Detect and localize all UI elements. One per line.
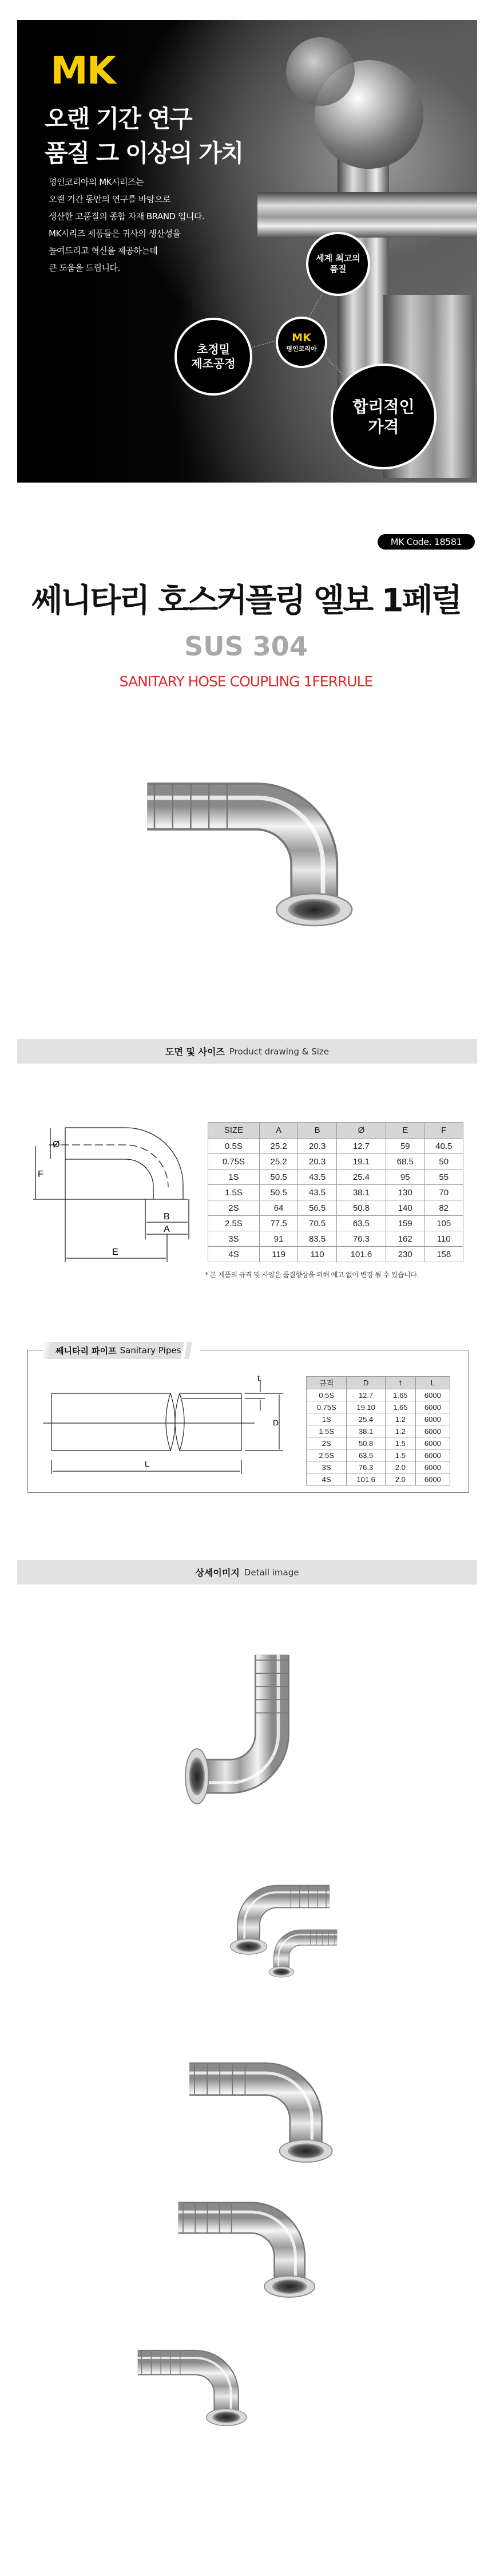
table-cell: 25.4 <box>336 1170 386 1185</box>
table-cell: 70 <box>424 1185 463 1200</box>
section-title-ko: 도면 및 사이즈 <box>165 1046 225 1057</box>
table-cell: 4S <box>307 1473 347 1485</box>
table-cell: 105 <box>424 1216 463 1231</box>
column-header: L <box>415 1377 450 1389</box>
table-cell: 25.4 <box>347 1413 385 1425</box>
section-header-detail <box>17 1560 477 1585</box>
table-cell: 50.5 <box>259 1170 298 1185</box>
table-cell: 82 <box>424 1200 463 1216</box>
pipe-dimension-drawing <box>40 1374 292 1488</box>
table-cell: 19.1 <box>336 1154 386 1170</box>
table-cell: 77.5 <box>259 1216 298 1231</box>
table-cell: 50.5 <box>259 1185 298 1200</box>
section-title-en: Product drawing & Size <box>229 1046 329 1057</box>
table-cell: 230 <box>386 1247 424 1262</box>
table-cell: 38.1 <box>336 1185 386 1200</box>
table-cell: 50 <box>424 1154 463 1170</box>
table-cell: 6000 <box>415 1389 450 1401</box>
table-row <box>208 1216 463 1231</box>
table-cell: 130 <box>386 1185 424 1200</box>
badge-text: 명인코리아 <box>286 345 317 353</box>
table-cell: 159 <box>386 1216 424 1231</box>
intro-line: 큰 도움을 드립니다. <box>49 263 120 273</box>
table-cell: 6000 <box>415 1401 450 1413</box>
table-cell: 68.5 <box>386 1154 424 1170</box>
table-cell: 63.5 <box>336 1216 386 1231</box>
detail-image-4 <box>120 2184 372 2310</box>
table-cell: 12.7 <box>347 1389 385 1401</box>
label-f: F <box>38 1170 43 1179</box>
table-cell: 95 <box>386 1170 424 1185</box>
table-cell: 1.2 <box>385 1413 415 1425</box>
product-subtitle: SANITARY HOSE COUPLING 1FERRULE <box>119 673 373 690</box>
table-cell: 20.3 <box>298 1154 337 1170</box>
table-row <box>208 1139 463 1154</box>
table-cell: 55 <box>424 1170 463 1185</box>
table-cell: 6000 <box>415 1473 450 1485</box>
table-row <box>208 1170 463 1185</box>
hero-banner <box>17 20 477 483</box>
table-cell: 0.5S <box>307 1389 347 1401</box>
intro-line: 높여드리고 혁신을 제공하는데 <box>49 246 158 256</box>
table-cell: 50.8 <box>347 1437 385 1449</box>
table-cell: 59 <box>386 1139 424 1154</box>
table-cell: 76.3 <box>347 1461 385 1473</box>
table-cell: 158 <box>424 1247 463 1262</box>
detail-image-1 <box>172 1626 320 1832</box>
table-row <box>307 1401 450 1413</box>
table-row <box>307 1425 450 1437</box>
table-cell: 6000 <box>415 1461 450 1473</box>
badge-text: 합리적인 <box>352 397 415 416</box>
column-header: 규격 <box>307 1377 347 1389</box>
table-cell: 110 <box>298 1247 337 1262</box>
detail-image-2 <box>103 1872 378 1986</box>
intro-line: MK시리즈 제품들은 귀사의 생산성을 <box>49 228 181 239</box>
headline-line-2: 품질 그 이상의 가치 <box>45 139 243 167</box>
table-cell: 3S <box>208 1231 260 1247</box>
table-cell: 0.75S <box>208 1154 260 1170</box>
table-cell: 2.5S <box>208 1216 260 1231</box>
table-cell: 6000 <box>415 1413 450 1425</box>
table-row <box>208 1200 463 1216</box>
table-cell: 38.1 <box>347 1425 385 1437</box>
column-header: Ø <box>336 1123 386 1139</box>
table-cell: 1S <box>307 1413 347 1425</box>
table-cell: 64 <box>259 1200 298 1216</box>
column-header: D <box>347 1377 385 1389</box>
table-cell: 101.6 <box>347 1473 385 1485</box>
badge-text: 품질 <box>330 264 347 274</box>
table-cell: 2.0 <box>385 1473 415 1485</box>
table-cell: 43.5 <box>298 1185 337 1200</box>
product-main-image <box>106 756 392 945</box>
table-cell: 91 <box>259 1231 298 1247</box>
table-row <box>307 1461 450 1473</box>
product-code-badge: MK Code. 18581 <box>378 534 475 550</box>
table-cell: 2.5S <box>307 1449 347 1461</box>
table-row <box>208 1185 463 1200</box>
table-cell: 43.5 <box>298 1170 337 1185</box>
table-cell: 1.5S <box>307 1425 347 1437</box>
intro-line: 명인코리아의 MK시리즈는 <box>49 177 144 187</box>
table-cell: 101.6 <box>336 1247 386 1262</box>
spec-change-note: * 본 제품의 규격 및 사양은 품질향상을 위해 예고 없이 변경 될 수 있습니다. <box>205 1271 419 1279</box>
pipe-table <box>306 1376 450 1485</box>
label-d: D <box>273 1418 279 1427</box>
table-cell: 162 <box>386 1231 424 1247</box>
table-cell: 1.5 <box>385 1449 415 1461</box>
intro-line: 생산한 고품질의 종합 자재 BRAND 입니다. <box>49 211 205 222</box>
column-header: F <box>424 1123 463 1139</box>
badge-text: 가격 <box>368 417 399 436</box>
column-header: A <box>259 1123 298 1139</box>
badge-text: 초정밀 <box>197 342 230 356</box>
table-cell: 119 <box>259 1247 298 1262</box>
mk-logo: MK <box>50 49 115 93</box>
label-l: L <box>145 1459 149 1468</box>
column-header: E <box>386 1123 424 1139</box>
table-cell: 1.5 <box>385 1437 415 1449</box>
column-header: t <box>385 1377 415 1389</box>
table-cell: 3S <box>307 1461 347 1473</box>
badge-price <box>331 364 437 469</box>
table-cell: 70.5 <box>298 1216 337 1231</box>
detail-image-5 <box>117 2336 266 2436</box>
table-cell: 83.5 <box>298 1231 337 1247</box>
table-cell: 1.65 <box>385 1389 415 1401</box>
badge-precision <box>174 318 252 396</box>
table-row <box>307 1449 450 1461</box>
table-cell: 56.5 <box>298 1200 337 1216</box>
section-header-drawing <box>17 1039 477 1064</box>
table-row <box>307 1437 450 1449</box>
headline-line-1: 오랜 기간 연구 <box>45 105 192 133</box>
section-title-ko: 상세이미지 <box>195 1567 240 1578</box>
detail-image-3 <box>129 2044 392 2175</box>
table-cell: 0.5S <box>208 1139 260 1154</box>
table-cell: 1.2 <box>385 1425 415 1437</box>
label-phi: Ø <box>53 1140 60 1149</box>
table-row <box>307 1413 450 1425</box>
label-b: B <box>164 1212 170 1222</box>
table-cell: 6000 <box>415 1449 450 1461</box>
badge-logo: MK <box>292 331 311 345</box>
badge-text: 세계 최고의 <box>316 253 360 264</box>
badge-quality <box>306 232 370 296</box>
table-cell: 6000 <box>415 1425 450 1437</box>
table-cell: 1.5S <box>208 1185 260 1200</box>
table-cell: 19.10 <box>347 1401 385 1413</box>
table-row <box>307 1389 450 1401</box>
table-cell: 76.3 <box>336 1231 386 1247</box>
label-t: t <box>257 1374 260 1382</box>
table-cell: 6000 <box>415 1437 450 1449</box>
table-cell: 25.2 <box>259 1154 298 1170</box>
sanitary-pipes-tab <box>43 1342 200 1359</box>
table-cell: 25.2 <box>259 1139 298 1154</box>
elbow-dimension-drawing <box>29 1122 195 1265</box>
table-row <box>307 1473 450 1485</box>
table-cell: 40.5 <box>424 1139 463 1154</box>
table-cell: 140 <box>386 1200 424 1216</box>
table-cell: 63.5 <box>347 1449 385 1461</box>
table-cell: 2.0 <box>385 1461 415 1473</box>
pipes-title-ko: 쎄니타리 파이프 <box>55 1345 117 1356</box>
label-a: A <box>164 1224 170 1234</box>
table-cell: 12.7 <box>336 1139 386 1154</box>
label-e: E <box>112 1247 118 1257</box>
size-table <box>208 1122 463 1262</box>
table-cell: 2S <box>307 1437 347 1449</box>
table-cell: 4S <box>208 1247 260 1262</box>
table-row <box>208 1154 463 1170</box>
table-cell: 2S <box>208 1200 260 1216</box>
table-cell: 50.8 <box>336 1200 386 1216</box>
table-cell: 20.3 <box>298 1139 337 1154</box>
table-cell: 1.65 <box>385 1401 415 1413</box>
column-header: B <box>298 1123 337 1139</box>
section-title-en: Detail image <box>244 1567 299 1578</box>
table-row <box>208 1231 463 1247</box>
table-cell: 110 <box>424 1231 463 1247</box>
badge-text: 제조공정 <box>191 357 236 370</box>
table-cell: 1S <box>208 1170 260 1185</box>
badge-center-logo <box>276 317 327 368</box>
table-cell: 0.75S <box>307 1401 347 1413</box>
intro-line: 오랜 기간 동안의 연구를 바탕으로 <box>49 194 170 204</box>
product-title: 쎄니타리 호스커플링 엘보 1페럴 <box>31 582 461 619</box>
material-label: SUS 304 <box>184 631 308 662</box>
table-row <box>208 1247 463 1262</box>
pipes-title-en: Sanitary Pipes <box>120 1345 181 1356</box>
column-header: SIZE <box>208 1123 260 1139</box>
